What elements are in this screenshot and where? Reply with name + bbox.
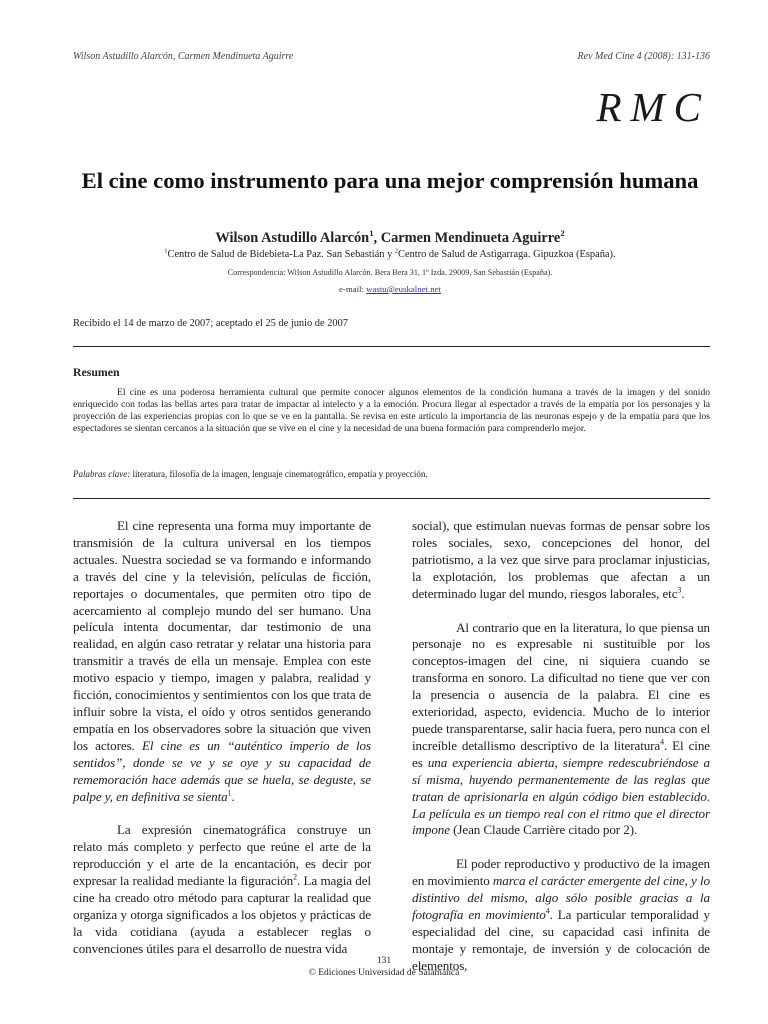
abstract-text: El cine es una poderosa herramienta cultural que permite conocer algunos elementos de la condición humana a través de la imagen y del sonido enriquecido con todas las bellas artes para tratar de impactar al intelecto y a la emoción. Procura llegar al espectador a través de la empatía por los personajes y la proyección de las experiencias propias con lo que se ve en la pantalla. Se revisa en este artículo la importancia de las neuronas espejo y de la empatía para que los espectadores se sientan cercanos a la situación que se vive en el cine y la necesidad de una buena formación para comprenderlo mejor.: [73, 387, 710, 435]
keywords: Palabras clave: literatura, filosofía de la imagen, lenguaje cinematográfico, empatía y proyección.: [73, 469, 428, 479]
body-paragraph: El cine representa una forma muy importante de transmisión de la cultura universal en los tiempos actuales. Nuestra sociedad se va formando e informando a través del cine y la televisión, películas de ficción, reportajes o documentales, que permiten otro tipo de acercamiento al complejo mundo del ser humano. Una película intenta documentar, dar testimonio de una realidad, en algún caso retratar y relatar una historia para transmitir a través de ella un mensaje. Emplea con este motivo espacio y tiempo, imagen y palabra, realidad y ficción, conocimientos y sentimientos con los que trata de influir sobre la vista, el oído y otros sentidos generando empatía en los observadores sobre la situación que viven los actores. El cine es un “auténtico imperio de los sentidos”, donde se ve y se oye y su capacidad de rememoración hace además que se huela, se deguste, se palpe y, en definitiva se sienta$^1$.: [73, 518, 371, 804]
divider: [73, 346, 710, 347]
article-title: El cine como instrumento para una mejor comprensión humana: [81, 168, 699, 193]
abstract-heading: Resumen: [73, 365, 120, 379]
running-header-authors: Wilson Astudillo Alarcón, Carmen Mendinueta Aguirre: [73, 51, 294, 62]
article-authors: Wilson Astudillo Alarcón$^1$, Carmen Mendinueta Aguirre$^2$: [215, 228, 565, 246]
footer-copyright: © Ediciones Universidad de Salamanca: [308, 968, 460, 978]
journal-logo: RMC: [596, 84, 710, 130]
correspondence: Correspondencia: Wilson Astudillo Alarcón. Bera Bera 31, 1º Izda. 29009, San Sebastián (España).: [227, 268, 553, 277]
email-line: e-mail: wastu@euskalnet.net: [339, 284, 441, 294]
body-paragraph: Al contrario que en la literatura, lo que piensa un personaje no es expresable ni sustituible por los conceptos-imagen del cine, ni siquiera cuando se transforma en sonoro. La dificultad no tiene que ver con la presencia o ausencia de la palabra. El cine es exterioridad, aspecto, evidencia. Mucho de lo interior puede transparentarse, salir hacia fuera, pero nunca con el increíble detallismo descriptivo de la literatura$^4$. El cine es una experiencia abierta, siempre redescubriéndose a sí misma, huyendo permanentemente de las reglas que tratan de aprisionarla en algún código bien establecido. La película es un tiempo real con el ritmo que el director impone (Jean Claude Carrière citado por 2).: [412, 619, 710, 838]
received-date: Recibido el 14 de marzo de 2007; aceptado el 25 de junio de 2007: [73, 318, 348, 329]
divider: [73, 498, 710, 499]
body-paragraph: social), que estimulan nuevas formas de pensar sobre los roles sociales, sexo, concepciones del honor, del patriotismo, a la vez que sirve para proclamar injusticias, la explotación, los problemas que afectan a un determinado lugar del mundo, riesgos laborales, etc$^3$.: [412, 518, 710, 601]
body-column-left: [73, 518, 371, 958]
running-header-citation: Rev Med Cine 4 (2008): 131-136: [577, 51, 710, 62]
email-link[interactable]: wastu@euskalnet.net: [366, 284, 441, 294]
body-paragraph: La expresión cinematográfica construye un relato más completo y perfecto que reúne el arte de la reproducción y el arte de la encantación, es decir por expresar la realidad mediante la figuración$^2$. La magia del cine ha creado otro método para capturar la realidad que organiza y otorga significados a los objetos y prácticas de la vida cotidiana (ayuda a establecer reglas o convenciones útiles para el desarrollo de nuestra vida: [73, 822, 371, 956]
body-column-right: [412, 518, 710, 975]
page-number: 131: [376, 956, 392, 966]
affiliations: $^1$Centro de Salud de Bidebieta-La Paz. San Sebastián y $^2$Centro de Salud de Astigarraga. Gipuzkoa (España).: [164, 247, 616, 260]
body-paragraph: El poder reproductivo y productivo de la imagen en movimiento marca el carácter emergente del cine, y lo distintivo del mismo, algo sólo posible gracias a la fotografía en movimiento$^4$. La particular temporalidad y especialidad del cine, su capacidad casi infinita de montaje y remontaje, de inversión y de colocación de elementos,: [412, 856, 710, 973]
